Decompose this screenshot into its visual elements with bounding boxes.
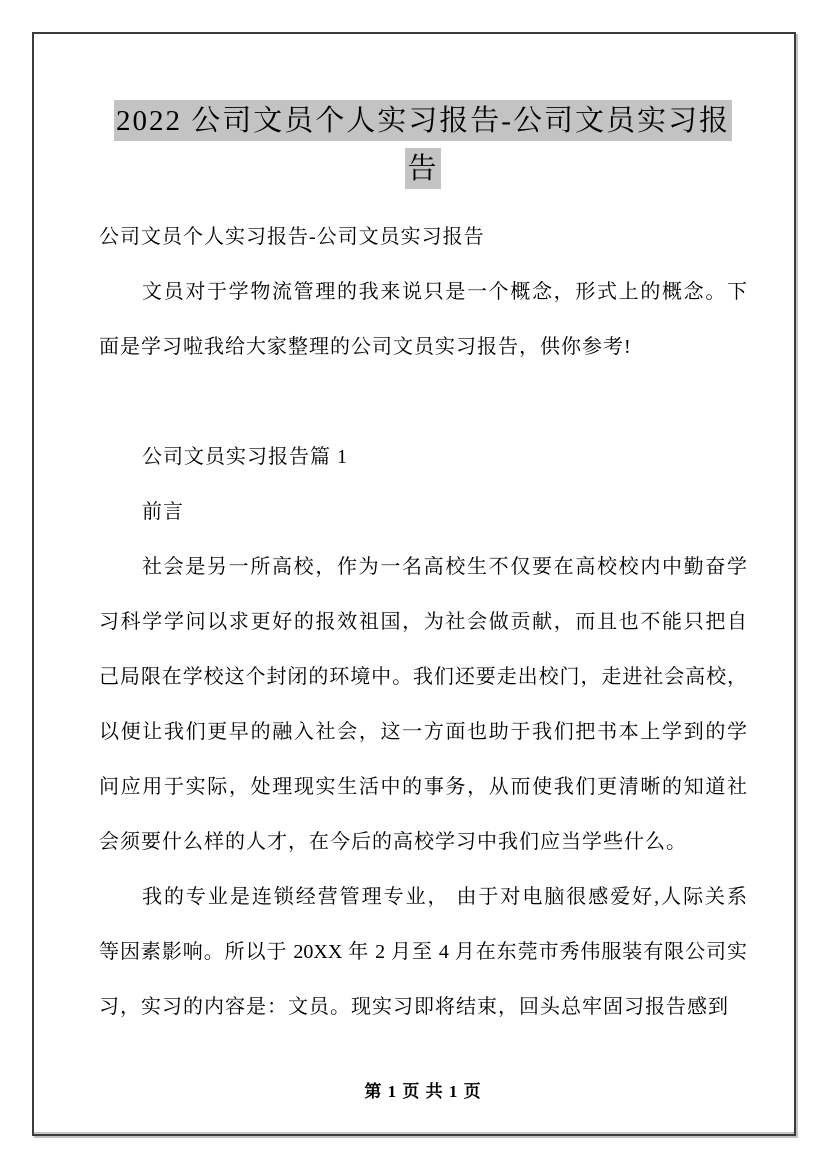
body-line: 等因素影响。所以于 20XX 年 2 月至 4 月在东莞市秀伟服装有限公司实 [99, 941, 747, 963]
body-line: 公司文员个人实习报告-公司文员实习报告 [99, 226, 485, 248]
body-line: 习，实习的内容是：文员。现实习即将结束，回头总牢固习报告感到 [99, 996, 729, 1018]
body-line: 问应用于实际，处理现实生活中的事务，从而使我们更清晰的知道社 [99, 776, 747, 798]
document-page [32, 32, 796, 1136]
page-footer [99, 1077, 747, 1102]
body-line: 社会是另一所高校，作为一名高校生不仅要在高校校内中勤奋学 [142, 556, 747, 578]
title-line-2 [99, 145, 747, 193]
page-content [34, 34, 794, 1102]
body-line: 会须要什么样的人才，在今后的高校学习中我们应当学些什么。 [99, 831, 687, 853]
body-line: 面是学习啦我给大家整理的公司文员实习报告，供你参考! [99, 336, 632, 358]
document-title [99, 97, 747, 193]
document-body [99, 210, 747, 1035]
body-line: 以便让我们更早的融入社会，这一方面也助于我们把书本上学到的学 [99, 721, 747, 743]
title-highlight: 告 [405, 148, 440, 189]
page-number-indicator: 第 1 页 共 1 页 [364, 1082, 482, 1101]
body-line: 我的专业是连锁经营管理专业， 由于对电脑很感爱好,人际关系 [142, 886, 747, 908]
body-line-blank [99, 375, 747, 430]
title-line-1 [99, 97, 747, 145]
body-line: 习科学学问以求更好的报效祖国，为社会做贡献，而且也不能只把自 [99, 611, 747, 633]
body-line: 文员对于学物流管理的我来说只是一个概念，形式上的概念。下 [142, 281, 747, 303]
title-highlight: 2022 公司文员个人实习报告-公司文员实习报 [114, 100, 732, 141]
body-line: 公司文员实习报告篇 1 [142, 446, 348, 468]
body-line: 前言 [142, 501, 184, 523]
body-line: 己局限在学校这个封闭的环境中。我们还要走出校门，走进社会高校， [99, 666, 747, 688]
